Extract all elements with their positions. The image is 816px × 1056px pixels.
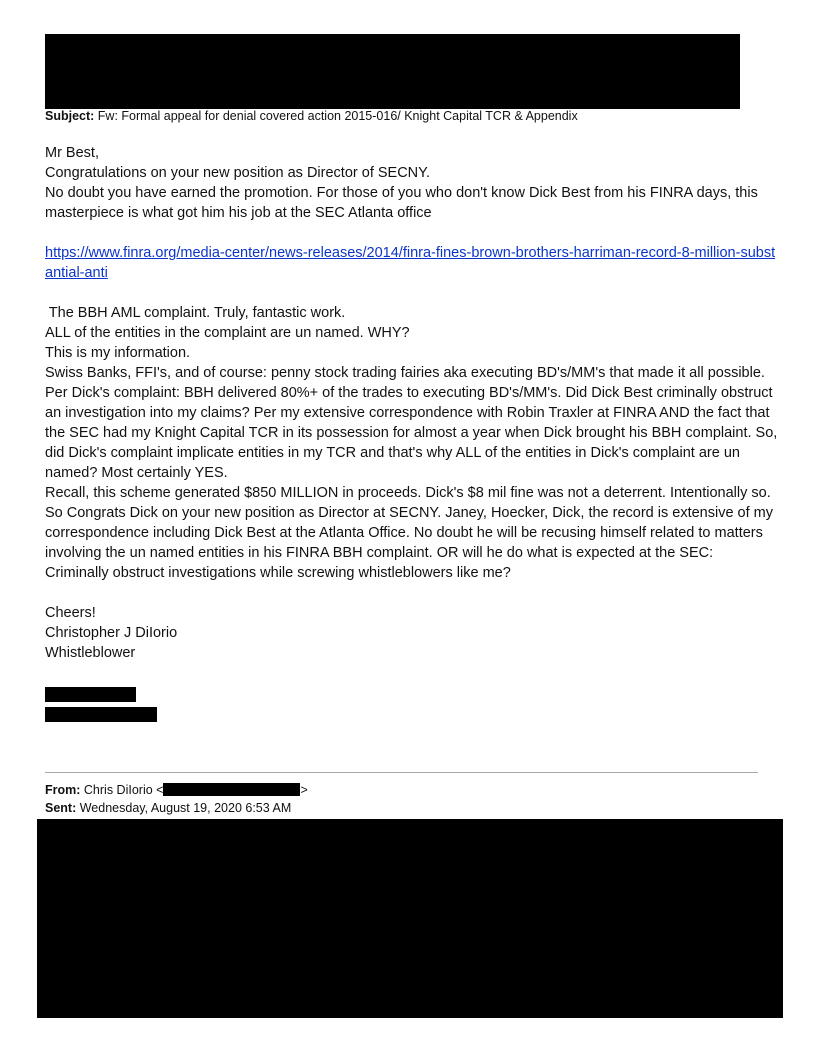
signature-name: Christopher J DiIorio xyxy=(45,625,178,641)
body-line-3: This is my information. xyxy=(45,345,191,361)
from-line xyxy=(45,782,308,798)
sent-line xyxy=(45,800,291,816)
from-label: From: xyxy=(45,783,81,797)
body-line-1: The BBH AML complaint. Truly, fantastic work. xyxy=(45,305,346,321)
signature-redaction-2 xyxy=(45,707,157,722)
email-body xyxy=(45,143,780,663)
body-line-7: So Congrats Dick on your new position as Director at SECNY. Janey, Hoecker, Dick, the record is extensive of my correspondence including Dick Best at the Atlanta Office. No doubt he will be recusing himself related to matters involving the un named entities in his FINRA BBH complaint. OR will he do what is expected at the SEC: Criminally obstruct investigations while screwing whistleblowers like me? xyxy=(45,505,773,581)
greeting: Mr Best, xyxy=(45,145,99,161)
bottom-redaction xyxy=(37,819,783,1018)
paragraph-1: Congratulations on your new position as Director of SECNY. xyxy=(45,165,430,181)
body-line-5: Per Dick's complaint: BBH delivered 80%+ of the trades to executing BD's/MM's. Did Dick Best criminally obstruct an investigation into my claims? Per my extensive correspondence with Robin Traxler at FINRA AND the fact that the SEC had my Knight Capital TCR in its possession for almost a year when Dick brought his BBH complaint. So, did Dick's complaint implicate entities in my TCR and that's why ALL of the entities in Dick's complaint are un named? Most certainly YES. xyxy=(45,385,778,481)
forward-divider xyxy=(45,772,758,773)
signature-title: Whistleblower xyxy=(45,645,136,661)
sent-label: Sent: xyxy=(45,801,77,815)
subject-text: Fw: Formal appeal for denial covered action 2015-016/ Knight Capital TCR & Appendix xyxy=(97,109,578,123)
finra-news-link[interactable]: https://www.finra.org/media-center/news-releases/2014/finra-fines-brown-brothers-harriman-record-8-million-substantial-anti xyxy=(45,245,776,281)
subject-label: Subject: xyxy=(45,109,95,123)
body-line-6: Recall, this scheme generated $850 MILLION in proceeds. Dick's $8 mil fine was not a deterrent. Intentionally so. xyxy=(45,485,771,501)
body-line-2: ALL of the entities in the complaint are un named. WHY? xyxy=(45,325,410,341)
email-address-redaction xyxy=(163,783,300,796)
from-name: Chris DiIorio < xyxy=(83,783,164,797)
closing: Cheers! xyxy=(45,605,96,621)
sent-value: Wednesday, August 19, 2020 6:53 AM xyxy=(79,801,292,815)
subject-line xyxy=(45,108,578,124)
signature-redaction-1 xyxy=(45,687,136,702)
from-close: > xyxy=(300,783,308,797)
paragraph-2: No doubt you have earned the promotion. For those of you who don't know Dick Best from his FINRA days, this masterpiece is what got him his job at the SEC Atlanta office xyxy=(45,185,758,221)
header-redaction xyxy=(45,34,740,109)
body-line-4: Swiss Banks, FFI's, and of course: penny stock trading fairies aka executing BD's/MM's that made it all possible. xyxy=(45,365,765,381)
